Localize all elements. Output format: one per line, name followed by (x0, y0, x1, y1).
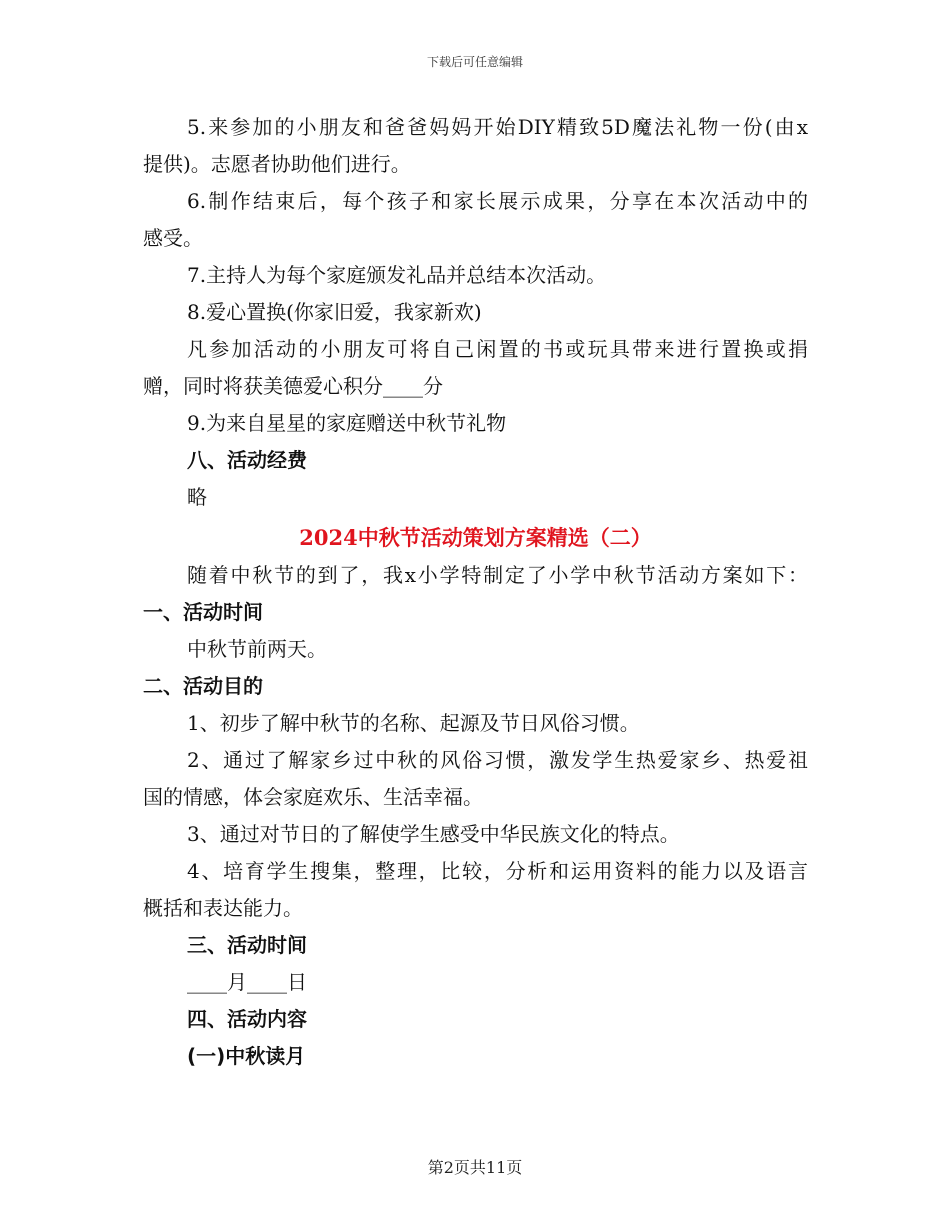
paragraph-line: 赠，同时将获美德爱心积分____分 (143, 374, 443, 398)
paragraph-line: 2、通过了解家乡过中秋的风俗习惯，激发学生热爱家乡、热爱祖 (187, 748, 808, 772)
section-heading: 八、活动经费 (187, 448, 307, 472)
paragraph-line: 提供)。志愿者协助他们进行。 (143, 152, 411, 176)
section-heading: 三、活动时间 (187, 933, 307, 957)
header-note: 下载后可任意编辑 (426, 55, 523, 69)
paragraph-line: 感受。 (143, 226, 203, 250)
paragraph-line: 国的情感，体会家庭欢乐、生活幸福。 (143, 785, 483, 809)
paragraph-line: 凡参加活动的小朋友可将自己闲置的书或玩具带来进行置换或捐 (187, 337, 808, 361)
paragraph-line: 5.来参加的小朋友和爸爸妈妈开始DIY精致5D魔法礼物一份(由x (187, 115, 808, 139)
page-number: 第2页共11页 (427, 1158, 523, 1177)
section-heading: 四、活动内容 (187, 1007, 307, 1031)
paragraph-line: 略 (187, 485, 207, 509)
section-heading: 二、活动目的 (143, 674, 263, 698)
paragraph-line: 随着中秋节的到了，我x小学特制定了小学中秋节活动方案如下： (187, 563, 808, 587)
section-title: 2024中秋节活动策划方案精选（二） (299, 525, 652, 550)
paragraph-line: 8.爱心置换(你家旧爱，我家新欢) (187, 300, 482, 324)
subsection-heading: (一)中秋读月 (187, 1044, 306, 1068)
paragraph-line: 4、培育学生搜集，整理，比较，分析和运用资料的能力以及语言 (187, 859, 808, 883)
paragraph-line: 概括和表达能力。 (143, 896, 303, 920)
paragraph-line: 7.主持人为每个家庭颁发礼品并总结本次活动。 (187, 263, 607, 287)
paragraph-line: 1、初步了解中秋节的名称、起源及节日风俗习惯。 (187, 711, 640, 735)
paragraph-line: 9.为来自星星的家庭赠送中秋节礼物 (187, 411, 507, 435)
paragraph-line: ____月____日 (187, 970, 307, 994)
paragraph-line: 中秋节前两天。 (187, 637, 327, 661)
document-body (143, 109, 808, 1075)
paragraph-line: 6.制作结束后，每个孩子和家长展示成果，分享在本次活动中的 (187, 189, 808, 213)
paragraph-line: 3、通过对节日的了解使学生感受中华民族文化的特点。 (187, 822, 680, 846)
section-heading: 一、活动时间 (143, 600, 263, 624)
